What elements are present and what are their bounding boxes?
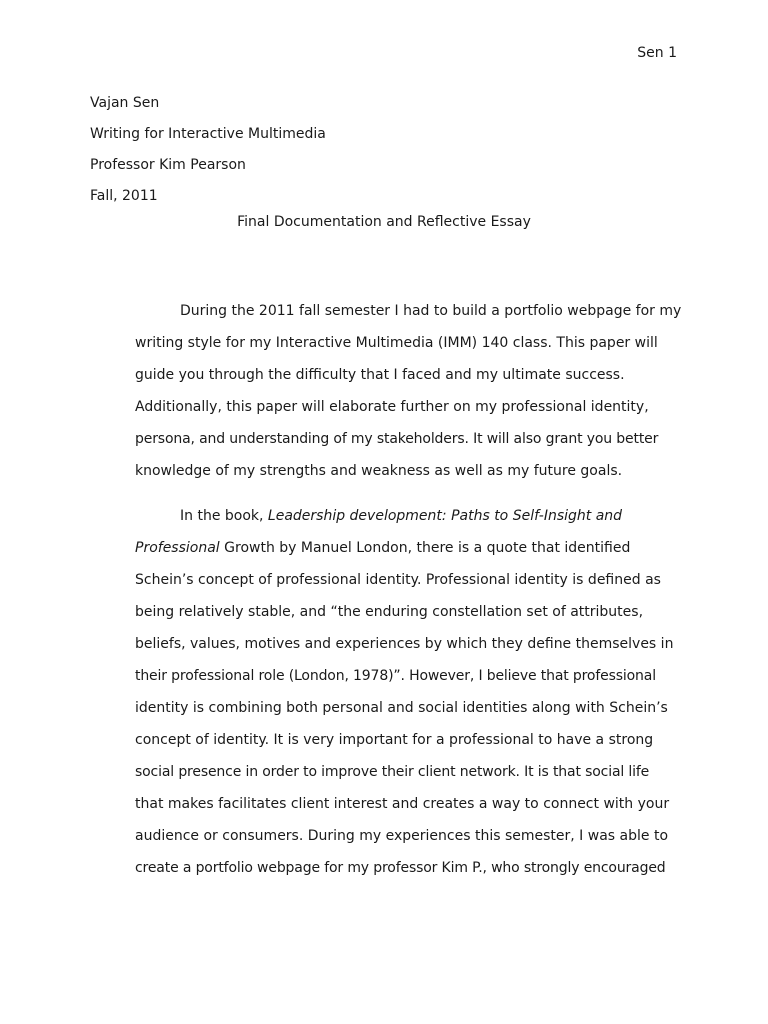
term-date: Fall, 2011: [90, 188, 158, 204]
paragraph-line: guide you through the difficulty that I faced and my ultimate success.: [135, 367, 625, 383]
paragraph-text: Growth by Manuel London, there is a quote that identified: [219, 540, 631, 556]
book-title-italic: Professional: [135, 540, 220, 556]
paragraph-line: Additionally, this paper will elaborate further on my professional identity,: [135, 399, 649, 415]
paragraph-line: that makes facilitates client interest and creates a way to connect with your: [135, 796, 670, 812]
paragraph-line: [135, 532, 680, 564]
paragraph-line: knowledge of my strengths and weakness as well as my future goals.: [135, 463, 623, 479]
heading-block: [90, 88, 680, 212]
instructor-name: Professor Kim Pearson: [90, 157, 246, 173]
paragraph-line: being relatively stable, and “the enduring constellation set of attributes,: [135, 604, 644, 620]
book-title-italic: Leadership development: Paths to Self-Insight and: [267, 508, 623, 524]
running-header: Sen 1: [637, 45, 677, 61]
paragraph-line: create a portfolio webpage for my professor Kim P., who strongly encouraged: [135, 860, 666, 876]
paragraph-line: beliefs, values, motives and experiences by which they define themselves in: [135, 636, 674, 652]
paragraph-text: In the book,: [180, 508, 268, 524]
paragraph-line: persona, and understanding of my stakeholders. It will also grant you better: [135, 431, 659, 447]
paragraph-line: [135, 500, 680, 532]
paragraph-1: [135, 295, 680, 487]
paragraph-line: Schein’s concept of professional identity. Professional identity is defined as: [135, 572, 661, 588]
paragraph-line: their professional role (London, 1978)”. However, I believe that professional: [135, 668, 656, 684]
course-name: Writing for Interactive Multimedia: [90, 126, 326, 142]
paragraph-2: [135, 500, 680, 884]
paragraph-line: writing style for my Interactive Multimedia (IMM) 140 class. This paper will: [135, 335, 658, 351]
paragraph-line: identity is combining both personal and social identities along with Schein’s: [135, 700, 668, 716]
author-name: Vajan Sen: [90, 95, 160, 111]
paragraph-line: During the 2011 fall semester I had to build a portfolio webpage for my: [180, 303, 682, 319]
essay-title: Final Documentation and Reflective Essay: [237, 214, 531, 230]
paragraph-line: social presence in order to improve their client network. It is that social life: [135, 764, 650, 780]
paragraph-line: concept of identity. It is very important for a professional to have a strong: [135, 732, 654, 748]
paragraph-line: audience or consumers. During my experiences this semester, I was able to: [135, 828, 669, 844]
